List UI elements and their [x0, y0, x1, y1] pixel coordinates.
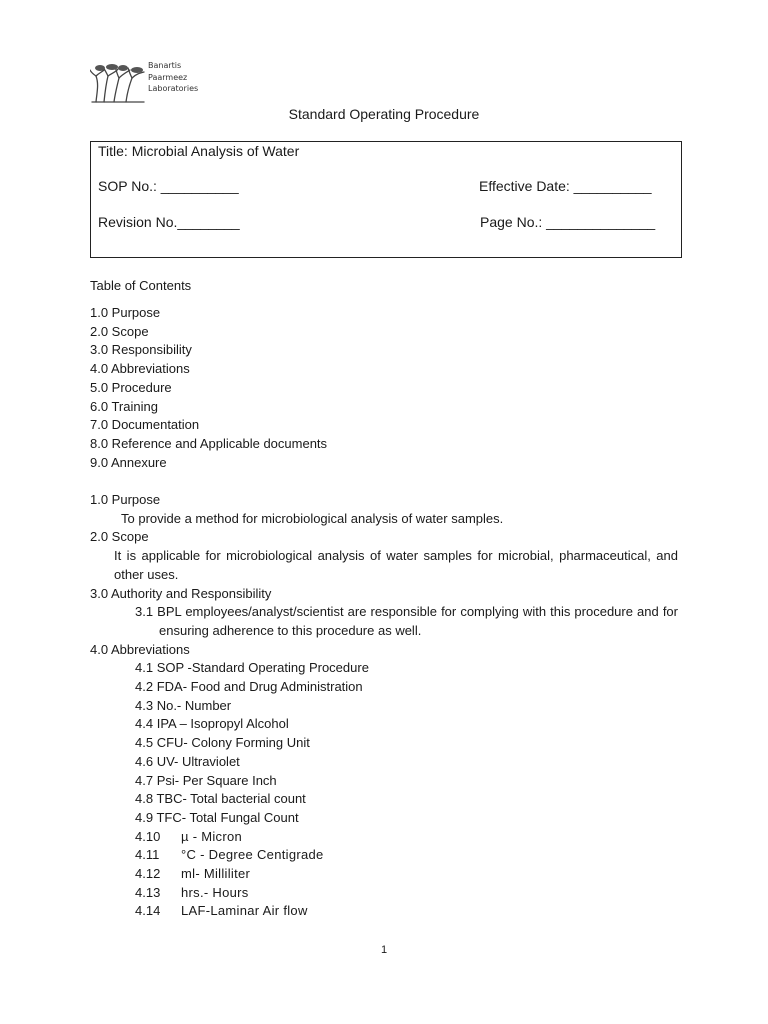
- abbreviation-text: TBC- Total bacterial count: [156, 791, 306, 807]
- abbreviation-number: 4.11: [135, 847, 160, 863]
- abbreviation-item: [135, 846, 678, 865]
- logo-line-3: Laboratories: [148, 84, 199, 93]
- toc-item: 8.0 Reference and Applicable documents: [90, 435, 328, 451]
- abbreviation-number: 4.1: [135, 660, 154, 676]
- abbreviation-text: Psi- Per Square Inch: [156, 772, 277, 788]
- section-heading-scope: 2.0 Scope: [90, 529, 149, 545]
- abbreviation-number: 4.13: [135, 884, 161, 900]
- abbreviation-number: 4.10: [135, 828, 161, 844]
- abbreviation-number: 4.5: [135, 735, 154, 751]
- abbreviation-item: [135, 659, 678, 678]
- abbreviation-number: 4.14: [135, 903, 161, 919]
- document-title: Standard Operating Procedure: [288, 106, 480, 122]
- purpose-text: To provide a method for microbiological analysis of water samples.: [121, 510, 504, 526]
- abbreviation-item: [135, 772, 678, 791]
- toc-item: 4.0 Abbreviations: [90, 361, 190, 377]
- section-heading-abbreviations: 4.0 Abbreviations: [90, 641, 190, 657]
- abbreviation-text: SOP -Standard Operating Procedure: [156, 660, 369, 676]
- abbreviation-item: [135, 678, 678, 697]
- toc-item: 3.0 Responsibility: [90, 342, 192, 358]
- abbreviation-text: hrs.- Hours: [181, 884, 249, 900]
- abbreviation-text: ml- Milliliter: [181, 866, 251, 882]
- page-number-field: Page No.: ______________: [480, 214, 656, 230]
- abbreviation-item: [135, 884, 678, 903]
- abbreviation-text: LAF-Laminar Air flow: [181, 903, 308, 919]
- abbreviation-text: CFU- Colony Forming Unit: [156, 735, 310, 751]
- scope-text: It is applicable for microbiological analysis of water samples for microbial, pharmaceutical, and other uses.: [114, 548, 678, 582]
- abbreviation-item: [135, 734, 678, 753]
- abbreviation-number: 4.7: [135, 772, 154, 788]
- tree-logo-icon: [90, 62, 146, 104]
- abbreviation-text: UV- Ultraviolet: [156, 753, 240, 769]
- abbreviation-item: [135, 809, 678, 828]
- abbreviation-text: TFC- Total Fungal Count: [156, 809, 299, 825]
- abbreviation-item: [135, 790, 678, 809]
- logo-line-1: Banartis: [148, 61, 182, 70]
- section-heading-purpose: 1.0 Purpose: [90, 492, 161, 507]
- toc-item: 9.0 Annexure: [90, 454, 167, 470]
- abbreviation-item: [135, 902, 678, 921]
- abbreviation-list: [90, 659, 678, 921]
- revision-number-field: Revision No.________: [98, 214, 240, 230]
- abbreviation-item: [135, 753, 678, 772]
- sop-number-field: SOP No.: __________: [98, 178, 239, 194]
- abbreviation-text: IPA – Isopropyl Alcohol: [156, 716, 289, 732]
- abbreviation-item: [135, 828, 678, 847]
- company-logo: [90, 58, 210, 106]
- responsibility-text: 3.1 BPL employees/analyst/scientist are responsible for complying with this procedure and for ensuring adherence to this procedure as well.: [135, 604, 678, 638]
- sop-title: Title: Microbial Analysis of Water: [98, 143, 300, 159]
- abbreviation-text: °C - Degree Centigrade: [181, 847, 324, 863]
- toc-item: 7.0 Documentation: [90, 417, 200, 433]
- toc-item: 6.0 Training: [90, 398, 158, 414]
- abbreviation-text: No.- Number: [156, 697, 232, 713]
- abbreviation-text: FDA- Food and Drug Administration: [156, 679, 363, 695]
- toc-item: 2.0 Scope: [90, 323, 149, 339]
- abbreviation-number: 4.12: [135, 866, 161, 882]
- sop-info-box: [90, 141, 682, 258]
- toc-item: 1.0 Purpose: [90, 305, 161, 320]
- abbreviation-number: 4.3: [135, 697, 154, 713]
- abbreviation-number: 4.2: [135, 679, 154, 695]
- abbreviation-number: 4.6: [135, 753, 154, 769]
- logo-line-2: Paarmeez: [148, 72, 188, 82]
- abbreviation-number: 4.8: [135, 791, 154, 807]
- abbreviation-text: µ - Micron: [181, 828, 243, 844]
- abbreviation-item: [135, 715, 678, 734]
- toc-item: 5.0 Procedure: [90, 379, 172, 395]
- abbreviation-number: 4.4: [135, 716, 154, 732]
- toc-list: [90, 304, 327, 472]
- toc-heading: Table of Contents: [90, 278, 192, 293]
- section-heading-responsibility: 3.0 Authority and Responsibility: [90, 585, 272, 601]
- abbreviation-item: [135, 865, 678, 884]
- logo-text: [148, 60, 198, 95]
- effective-date-field: Effective Date: __________: [479, 178, 652, 194]
- page-number: 1: [380, 944, 388, 956]
- abbreviation-number: 4.9: [135, 809, 154, 825]
- abbreviation-item: [135, 697, 678, 716]
- sop-body: [90, 491, 678, 921]
